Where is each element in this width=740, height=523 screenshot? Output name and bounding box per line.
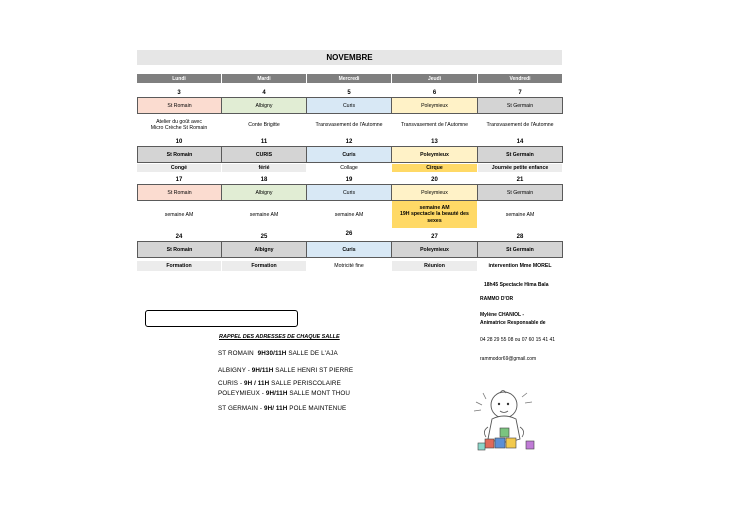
date-cell: 3 bbox=[177, 89, 181, 96]
address-town: CURIS bbox=[218, 380, 239, 387]
empty-box bbox=[145, 310, 298, 327]
location-cell: St Romain bbox=[137, 241, 222, 258]
location-cell: St Germain bbox=[477, 146, 563, 163]
location-cell: Curis bbox=[306, 184, 392, 201]
date-cell: 18 bbox=[260, 176, 268, 183]
activity-line: Micro Crèche St Romain bbox=[150, 125, 208, 131]
address-place: SALLE PERISCOLAIRE bbox=[271, 380, 341, 387]
activity-cell bbox=[392, 201, 477, 228]
activity-cell bbox=[137, 116, 221, 134]
contact-org: RAMMO D'OR bbox=[480, 296, 514, 302]
location-cell: Curis bbox=[306, 241, 392, 258]
address-place: SALLE HENRI ST PIERRE bbox=[275, 367, 354, 374]
location-cell: Albigny bbox=[221, 184, 307, 201]
activity-cell: Transvasement de l'Automne bbox=[486, 121, 554, 128]
day-header-tuesday: Mardi bbox=[222, 74, 306, 83]
activity-cell: Transvasement de l'Automne bbox=[315, 121, 383, 128]
month-title: NOVEMBRE bbox=[137, 50, 562, 65]
activity-line: 19H spectacle la beauté des bbox=[400, 211, 469, 218]
date-cell: 4 bbox=[262, 89, 266, 96]
address-hours: 9H / 11H bbox=[244, 380, 270, 387]
address-line: CURIS - 9H / 11H SALLE PERISCOLAIRE bbox=[218, 380, 341, 387]
address-hours: 9H/ 11H bbox=[263, 405, 288, 412]
address-place: POLE MAINTENUE bbox=[289, 405, 347, 412]
day-header-friday: Vendredi bbox=[478, 74, 562, 83]
day-header-monday: Lundi bbox=[137, 74, 221, 83]
address-hours: 9H30/11H bbox=[257, 350, 287, 357]
address-line bbox=[218, 350, 338, 357]
location-cell: Albigny bbox=[221, 97, 307, 114]
activity-cell: intervention Mme MOREL bbox=[488, 262, 552, 269]
date-cell: 20 bbox=[431, 176, 438, 183]
location-cell: St Germain bbox=[477, 184, 563, 201]
location-cell: Poleymieux bbox=[391, 97, 478, 114]
activity-cell: semaine AM bbox=[505, 211, 535, 218]
activity-cell: Formation bbox=[137, 261, 221, 271]
location-cell: Poleymieux bbox=[391, 241, 478, 258]
activity-cell: Collage bbox=[340, 164, 358, 171]
activity-cell: Journée petite enfance bbox=[478, 164, 562, 172]
date-cell: 24 bbox=[175, 233, 183, 240]
date-cell: 25 bbox=[260, 233, 268, 240]
activity-cell: Transvasement de l'Automne bbox=[400, 121, 469, 128]
contact-name: Mylène CHANIOL - bbox=[480, 312, 525, 318]
address-town: ST GERMAIN bbox=[218, 405, 259, 412]
address-line: ST GERMAIN - 9H/ 11H POLE MAINTENUE bbox=[218, 405, 347, 412]
date-cell: 13 bbox=[431, 138, 438, 145]
location-cell: CURIS bbox=[221, 146, 307, 163]
location-cell: St Germain bbox=[477, 241, 563, 258]
date-cell: 27 bbox=[431, 233, 438, 240]
date-cell: 6 bbox=[432, 89, 437, 96]
activity-line: sexes bbox=[427, 217, 442, 224]
address-place: SALLE DE L'AJA bbox=[288, 350, 338, 357]
date-cell: 19 bbox=[345, 176, 353, 183]
location-cell: St Romain bbox=[137, 146, 222, 163]
activity-cell: semaine AM bbox=[164, 211, 194, 218]
location-cell: St Romain bbox=[137, 184, 222, 201]
date-cell: 26 bbox=[345, 230, 353, 237]
activity-cell: férié bbox=[222, 164, 306, 172]
date-cell: 21 bbox=[516, 176, 524, 183]
activity-cell: Motricité fine bbox=[334, 262, 364, 269]
address-line: POLEYMIEUX - 9H/11H SALLE MONT THOU bbox=[218, 390, 351, 397]
location-cell: Curis bbox=[306, 97, 392, 114]
date-cell: 5 bbox=[347, 89, 351, 96]
address-line: ALBIGNY - 9H/11H SALLE HENRI ST PIERRE bbox=[218, 367, 354, 374]
contact-phone: 04 28 29 55 08 ou 07 60 15 41 41 bbox=[480, 337, 556, 343]
location-cell: St Romain bbox=[137, 97, 222, 114]
activity-cell: semaine AM bbox=[334, 211, 364, 218]
location-cell: Albigny bbox=[221, 241, 307, 258]
location-cell: Curis bbox=[306, 146, 392, 163]
activity-cell: Formation bbox=[222, 261, 306, 271]
contact-role: Animatrice Responsable de bbox=[480, 320, 546, 326]
day-header-thursday: Jeudi bbox=[392, 74, 477, 83]
date-cell: 17 bbox=[175, 176, 183, 183]
address-hours: 9H/11H bbox=[265, 390, 288, 397]
contact-email: rammodor69@gmail.com bbox=[480, 356, 537, 362]
activity-cell: Congé bbox=[137, 164, 221, 172]
address-town: ALBIGNY bbox=[218, 367, 246, 374]
activity-cell: Conte Brigitte bbox=[248, 121, 280, 128]
address-town: POLEYMIEUX bbox=[218, 390, 260, 397]
date-cell: 11 bbox=[260, 138, 268, 145]
date-cell: 14 bbox=[516, 138, 524, 145]
activity-cell: Réunion bbox=[392, 261, 477, 271]
activity-cell: Cirque bbox=[392, 164, 477, 172]
extra-event: 18h45 Spectacle Hima Bala bbox=[484, 282, 549, 288]
date-cell: 7 bbox=[518, 89, 522, 96]
location-cell: Poleymieux bbox=[391, 146, 478, 163]
date-cell: 28 bbox=[516, 233, 524, 240]
location-cell: Poleymieux bbox=[391, 184, 478, 201]
address-hours: 9H/11H bbox=[251, 367, 274, 374]
activity-cell: semaine AM bbox=[249, 211, 279, 218]
activity-line: Atelier du goût avec bbox=[156, 118, 202, 125]
location-cell: St Germain bbox=[477, 97, 563, 114]
baby-with-blocks-illustration bbox=[470, 383, 540, 456]
date-cell: 10 bbox=[175, 138, 183, 145]
date-cell: 12 bbox=[345, 138, 353, 145]
address-town: ST ROMAIN bbox=[218, 350, 254, 357]
activity-line: semaine AM bbox=[419, 204, 450, 211]
address-place: SALLE MONT THOU bbox=[289, 390, 351, 397]
day-header-wednesday: Mercredi bbox=[307, 74, 391, 83]
reminder-title: RAPPEL DES ADRESSES DE CHAQUE SALLE bbox=[219, 334, 340, 340]
